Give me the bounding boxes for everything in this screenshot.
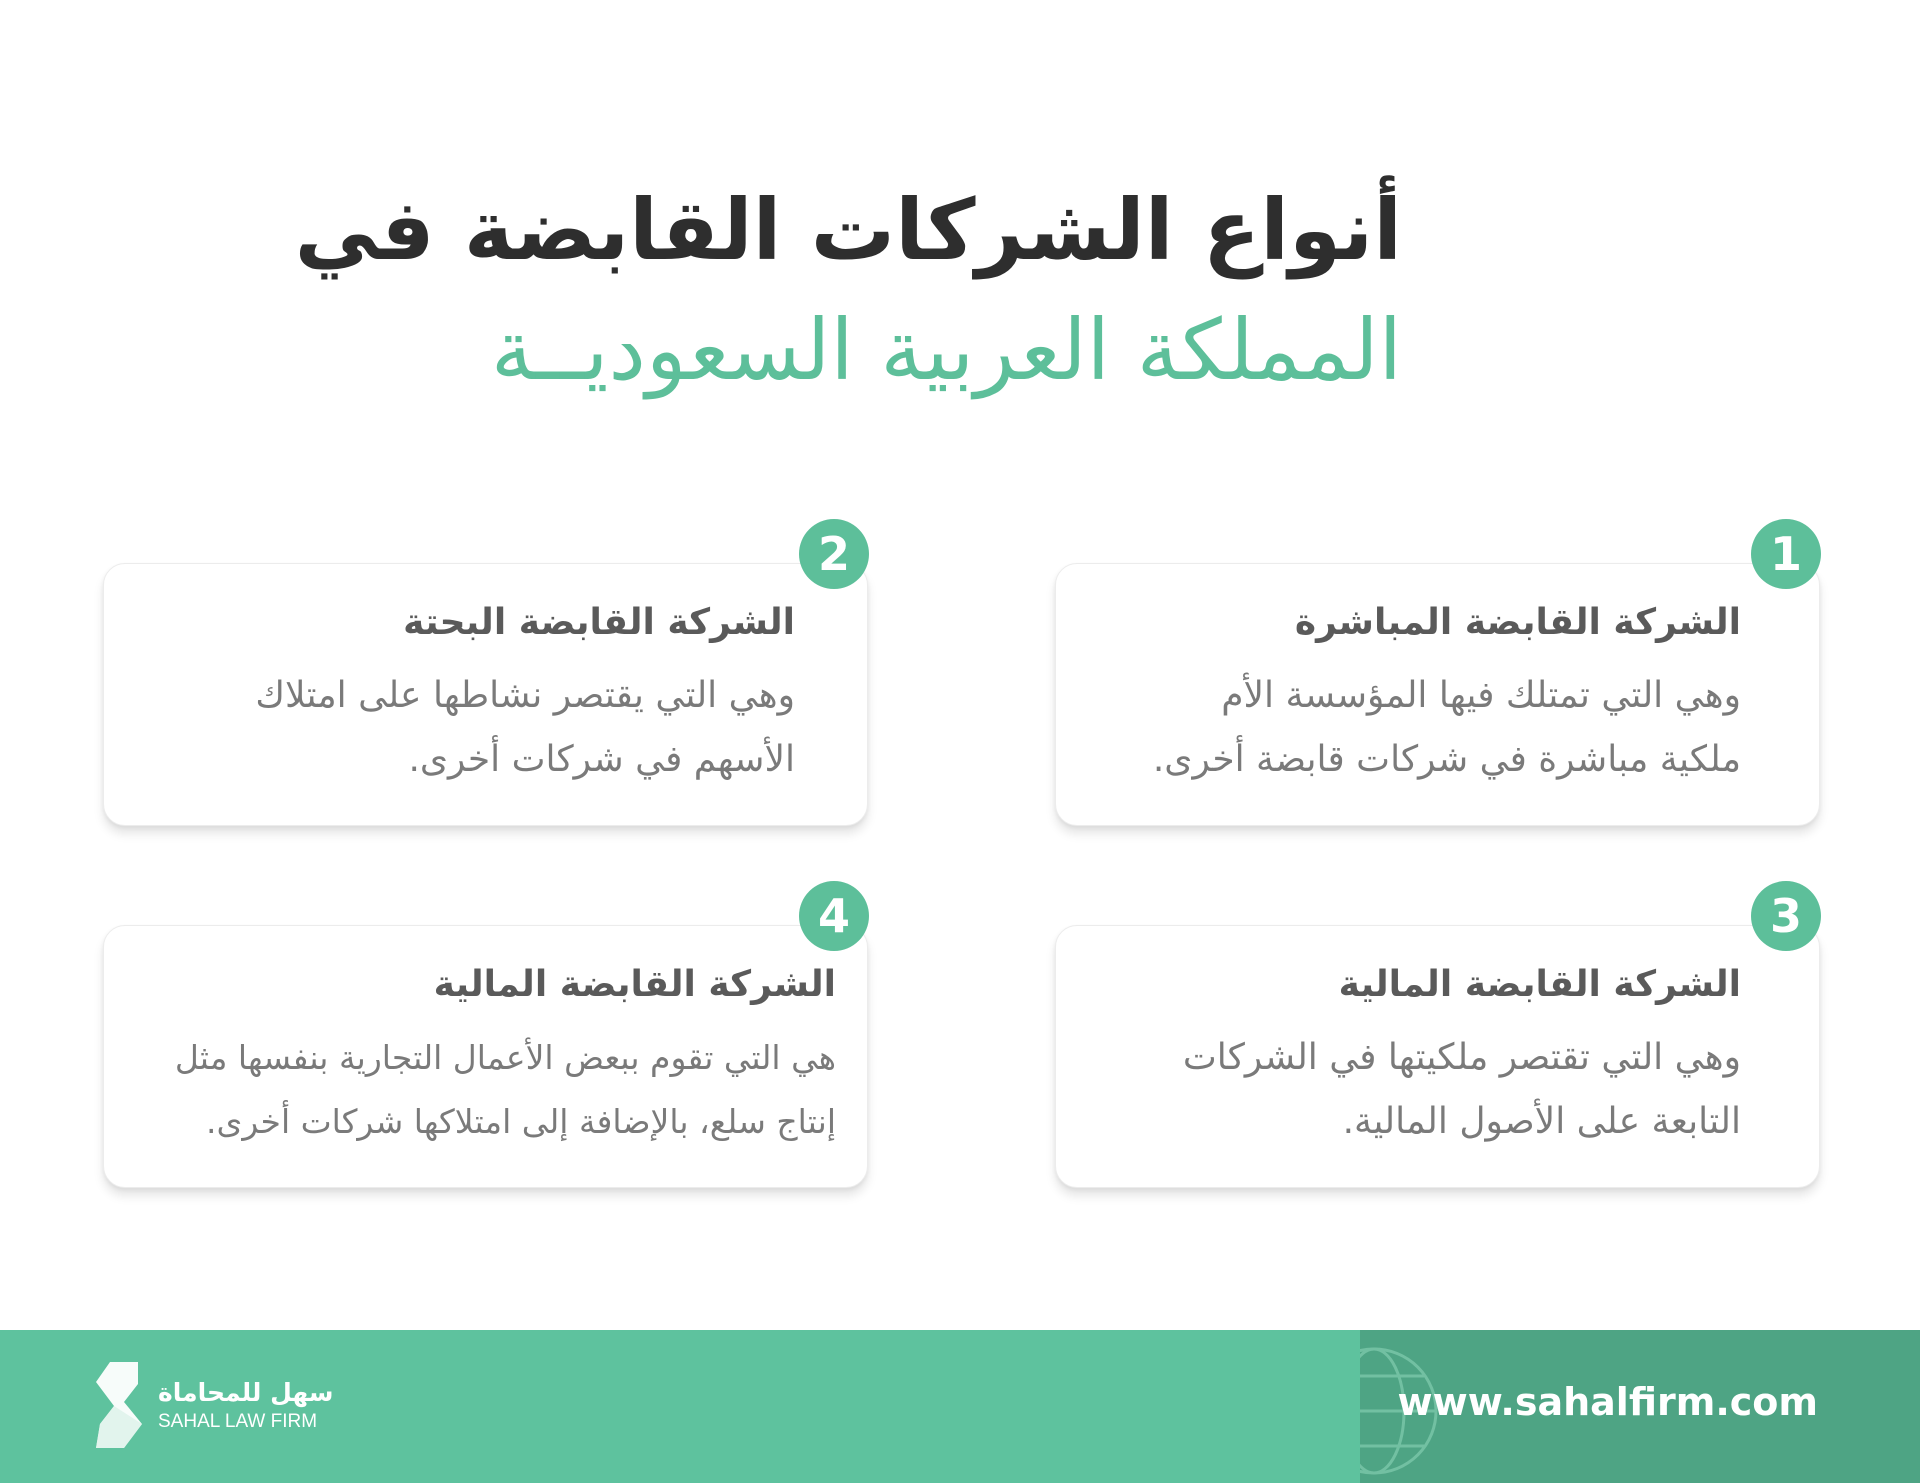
card-body bbox=[175, 1026, 836, 1154]
number-badge: 3 bbox=[1751, 881, 1821, 951]
card-body-line: الأسهم في شركات أخرى. bbox=[408, 739, 795, 780]
card-title: الشركة القابضة البحتة bbox=[403, 602, 795, 643]
card-body-line: وهي التي يقتصر نشاطها على امتلاك bbox=[255, 675, 795, 716]
logo-arabic-name: سهل للمحاماة bbox=[158, 1378, 334, 1407]
card-body-line: وهي التي تمتلك فيها المؤسسة الأم bbox=[1221, 675, 1741, 716]
logo-english-name: SAHAL LAW FIRM bbox=[158, 1411, 318, 1432]
page-title: أنواع الشركات القابضة في bbox=[294, 181, 1402, 279]
card-body-line: إنتاج سلع، بالإضافة إلى امتلاكها شركات أخرى. bbox=[206, 1102, 836, 1141]
number-badge: 4 bbox=[799, 881, 869, 951]
card-direct-holding bbox=[1055, 563, 1820, 826]
card-operating-holding bbox=[103, 925, 868, 1188]
card-body-line: هي التي تقوم ببعض الأعمال التجارية بنفسها مثل bbox=[174, 1038, 836, 1077]
card-financial-holding bbox=[1055, 925, 1820, 1188]
card-pure-holding bbox=[103, 563, 868, 826]
logo-s-icon bbox=[92, 1360, 148, 1450]
website-link[interactable]: www.sahalfirm.com bbox=[1397, 1380, 1818, 1424]
card-body bbox=[1183, 1026, 1741, 1154]
footer-website-bar bbox=[1360, 1330, 1920, 1483]
card-title: الشركة القابضة المباشرة bbox=[1294, 602, 1741, 643]
card-body-line: ملكية مباشرة في شركات قابضة أخرى. bbox=[1152, 739, 1741, 780]
card-body bbox=[1153, 664, 1741, 792]
card-body-line: التابعة على الأصول المالية. bbox=[1342, 1101, 1741, 1142]
card-title: الشركة القابضة المالية bbox=[433, 964, 836, 1005]
card-title: الشركة القابضة المالية bbox=[1338, 964, 1741, 1005]
page-subtitle: المملكة العربية السعوديــة bbox=[490, 301, 1402, 399]
card-body-line: وهي التي تقتصر ملكيتها في الشركات bbox=[1182, 1037, 1741, 1078]
card-body bbox=[255, 664, 795, 792]
number-badge: 1 bbox=[1751, 519, 1821, 589]
number-badge: 2 bbox=[799, 519, 869, 589]
